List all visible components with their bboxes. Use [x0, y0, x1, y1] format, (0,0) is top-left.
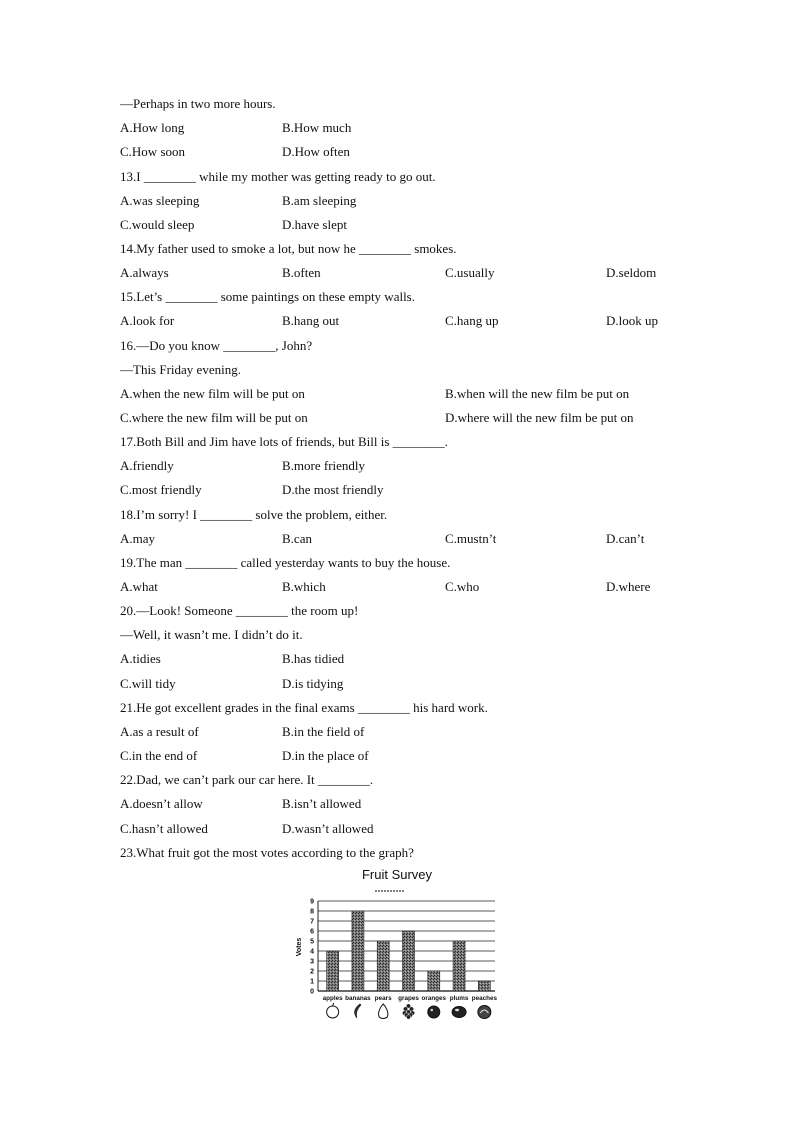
option-q21-d: D.in the place of — [282, 748, 369, 763]
option-q16-a: A.when the new film will be put on — [120, 386, 305, 401]
option-q19-a: A.what — [120, 579, 158, 594]
banana-icon — [355, 1004, 361, 1018]
orange-icon — [428, 1006, 440, 1018]
y-tick-label: 4 — [310, 948, 314, 956]
bar-pears — [377, 941, 389, 991]
option-q18-d: D.can’t — [606, 531, 645, 546]
question-21: 21.He got excellent grades in the final exams ________ his hard work. — [120, 700, 488, 715]
bar-apples — [327, 951, 339, 991]
option-q15-a: A.look for — [120, 313, 175, 328]
answer-line-q16: —This Friday evening. — [120, 362, 241, 377]
bar-peaches — [478, 981, 490, 991]
option-q17-b: B.more friendly — [282, 458, 366, 473]
y-tick-label: 7 — [310, 918, 314, 926]
option-q19-b: B.which — [282, 579, 326, 594]
option-q20-c: C.will tidy — [120, 676, 176, 691]
option-q16-c: C.where the new film will be put on — [120, 410, 308, 425]
option-q21-c: C.in the end of — [120, 748, 198, 763]
question-22: 22.Dad, we can’t park our car here. It ________. — [120, 772, 374, 787]
option-q21-a: A.as a result of — [120, 724, 199, 739]
answer-line-q20: —Well, it wasn’t me. I didn’t do it. — [120, 627, 303, 642]
question-23: 23.What fruit got the most votes according to the graph? — [120, 845, 414, 860]
option-q20-d: D.is tidying — [282, 676, 344, 691]
option-q14-a: A.always — [120, 265, 169, 280]
pear-icon — [379, 1004, 388, 1019]
option-q17-c: C.most friendly — [120, 482, 202, 497]
bar-grapes — [403, 931, 415, 991]
option-q17-d: D.the most friendly — [282, 482, 384, 497]
plum-icon — [452, 1007, 466, 1018]
bar-bananas — [352, 911, 364, 991]
question-16: 16.—Do you know ________, John? — [120, 338, 313, 353]
y-tick-label: 2 — [310, 968, 314, 976]
option-q12-c: C.How soon — [120, 144, 186, 159]
option-q12-a: A.How long — [120, 120, 185, 135]
x-tick-label: bananas — [345, 995, 371, 1002]
option-q22-c: C.hasn’t allowed — [120, 821, 208, 836]
question-14: 14.My father used to smoke a lot, but now he ________ smokes. — [120, 241, 457, 256]
option-q18-c: C.mustn’t — [445, 531, 497, 546]
question-17: 17.Both Bill and Jim have lots of friends, but Bill is ________. — [120, 434, 448, 449]
option-q13-a: A.was sleeping — [120, 193, 200, 208]
option-q22-d: D.wasn’t allowed — [282, 821, 374, 836]
option-q20-b: B.has tidied — [282, 651, 345, 666]
option-q18-a: A.may — [120, 531, 156, 546]
y-tick-label: 8 — [310, 908, 314, 916]
y-tick-label: 0 — [310, 988, 314, 996]
question-18: 18.I’m sorry! I ________ solve the problem, either. — [120, 507, 388, 522]
question-19: 19.The man ________ called yesterday wants to buy the house. — [120, 555, 451, 570]
x-tick-label: apples — [322, 995, 343, 1002]
option-q22-b: B.isn’t allowed — [282, 796, 362, 811]
option-q15-d: D.look up — [606, 313, 658, 328]
question-15: 15.Let’s ________ some paintings on these empty walls. — [120, 289, 415, 304]
bar-plums — [453, 941, 465, 991]
question-20: 20.—Look! Someone ________ the room up! — [120, 603, 359, 618]
x-tick-label: pears — [374, 995, 392, 1002]
option-q14-b: B.often — [282, 265, 321, 280]
option-q15-b: B.hang out — [282, 313, 340, 328]
peach-icon — [478, 1006, 491, 1019]
answer-line-q12: —Perhaps in two more hours. — [120, 96, 276, 111]
y-tick-label: 3 — [310, 958, 314, 966]
option-q22-a: A.doesn’t allow — [120, 796, 203, 811]
option-q13-b: B.am sleeping — [282, 193, 357, 208]
x-tick-label: grapes — [398, 995, 419, 1002]
option-q21-b: B.in the field of — [282, 724, 365, 739]
x-tick-label: peaches — [471, 995, 497, 1002]
y-tick-label: 1 — [310, 978, 314, 986]
option-q16-d: D.where will the new film be put on — [445, 410, 634, 425]
option-q13-d: D.have slept — [282, 217, 347, 232]
grapes-icon — [402, 1004, 414, 1019]
option-q17-a: A.friendly — [120, 458, 174, 473]
y-tick-label: 6 — [310, 928, 314, 936]
option-q19-d: D.where — [606, 579, 651, 594]
option-q13-c: C.would sleep — [120, 217, 195, 232]
option-q12-d: D.How often — [282, 144, 350, 159]
option-q12-b: B.How much — [282, 120, 352, 135]
x-tick-label: oranges — [421, 995, 447, 1002]
fruit-survey-chart — [290, 885, 504, 1025]
y-tick-label: 9 — [310, 898, 314, 906]
option-q19-c: C.who — [445, 579, 480, 594]
y-tick-label: 5 — [310, 938, 314, 946]
option-q14-d: D.seldom — [606, 265, 657, 280]
x-tick-label: plums — [449, 995, 469, 1002]
apple-icon — [327, 1003, 339, 1018]
option-q14-c: C.usually — [445, 265, 495, 280]
y-axis-label: Votes — [296, 937, 303, 957]
chart-title: Fruit Survey — [361, 867, 433, 882]
option-q20-a: A.tidies — [120, 651, 161, 666]
question-13: 13.I ________ while my mother was getting ready to go out. — [120, 169, 436, 184]
bar-oranges — [428, 971, 440, 991]
option-q18-b: B.can — [282, 531, 312, 546]
option-q15-c: C.hang up — [445, 313, 499, 328]
option-q16-b: B.when will the new film be put on — [445, 386, 630, 401]
